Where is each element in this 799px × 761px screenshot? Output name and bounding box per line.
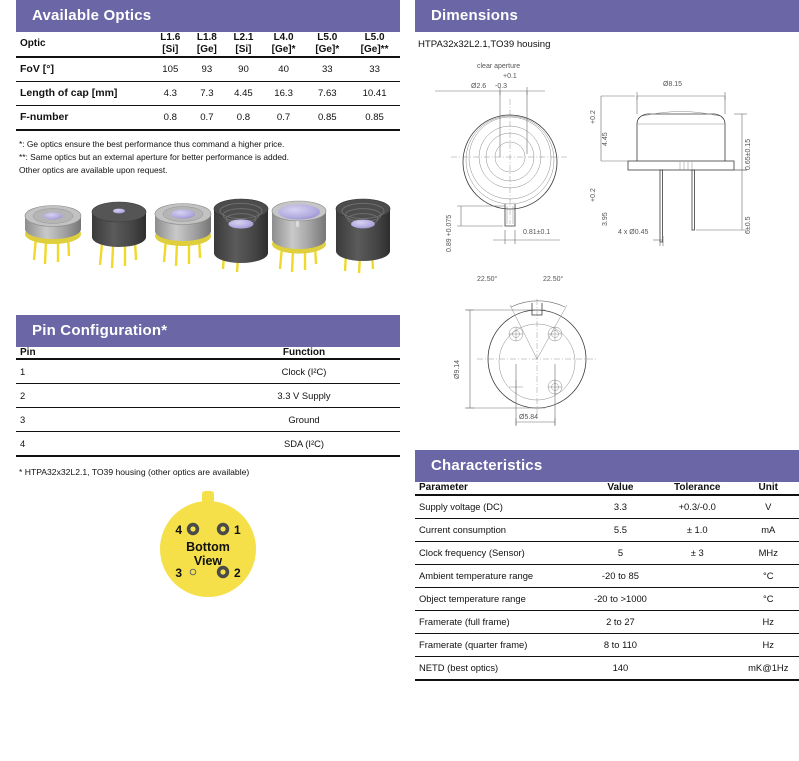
characteristics-table-bottom-rule xyxy=(415,680,799,681)
table-row xyxy=(16,384,400,408)
char-row-4-unit: °C xyxy=(763,593,774,605)
table-row xyxy=(16,432,400,457)
side-view-flange xyxy=(628,161,734,170)
table-row xyxy=(16,408,400,432)
optics-row-0-value-2: 90 xyxy=(238,63,249,75)
pin-configuration-header xyxy=(16,315,400,347)
char-header-value: Value xyxy=(607,482,634,493)
bottom-view-label-3: 3 xyxy=(175,566,182,581)
characteristics-table-head xyxy=(415,482,799,495)
char-row-6-parameter: Framerate (quarter frame) xyxy=(419,639,528,651)
table-row xyxy=(415,541,799,564)
optics-col-3-name: L4.0 xyxy=(273,32,294,43)
char-row-2-value: 5 xyxy=(617,547,624,559)
pin-configuration-note: * HTPA32x32L2.1, TO39 housing (other optics are available) xyxy=(19,467,250,478)
optics-row-2-value-5: 0.85 xyxy=(365,111,384,123)
tab-width-dim: 0.81±0.1 xyxy=(523,229,551,236)
char-header-parameter: Parameter xyxy=(419,482,468,493)
char-row-7-value: 140 xyxy=(612,662,629,674)
table-row xyxy=(415,518,799,541)
char-row-1-parameter: Current consumption xyxy=(419,524,507,536)
bottom-view-dim-group xyxy=(454,275,597,426)
clear-aperture-tol-lower: -0.3 xyxy=(495,83,508,90)
clear-aperture-label: clear aperture xyxy=(477,63,521,70)
optics-col-1-material: [Ge] xyxy=(196,43,217,55)
optic-1-lens xyxy=(44,212,63,219)
optics-header-col-4 xyxy=(305,32,349,57)
table-row xyxy=(16,105,400,130)
optics-header-col-5 xyxy=(349,32,400,57)
table-row xyxy=(415,610,799,633)
optic-3-lens xyxy=(171,209,195,218)
optic-image-1 xyxy=(25,205,81,264)
side-view-group xyxy=(590,81,752,246)
char-row-1-tolerance: ± 1.0 xyxy=(686,524,708,536)
char-row-3-value: -20 to 85 xyxy=(601,570,639,582)
flange-thickness-dim: 0.89 +0.075 xyxy=(446,214,453,252)
bottom-view-label-2: 2 xyxy=(234,566,241,581)
optics-col-3-material: [Ge]* xyxy=(271,43,296,55)
char-row-3-unit: °C xyxy=(763,570,774,582)
optics-col-0-material: [Si] xyxy=(162,43,179,55)
pin-header-row xyxy=(16,347,400,360)
optics-images-svg xyxy=(16,185,400,275)
table-row xyxy=(415,656,799,680)
pin-table-body xyxy=(16,359,400,457)
pin-row-3-function: SDA (I²C) xyxy=(283,438,325,450)
pin-row-3-pin: 4 xyxy=(20,438,26,450)
char-row-4-parameter: Object temperature range xyxy=(419,593,526,605)
optic-5-lens xyxy=(278,204,320,219)
dimensions-header xyxy=(415,0,799,32)
pin-configuration-title: Pin Configuration* xyxy=(32,321,168,339)
optics-col-4-material: [Ge]* xyxy=(315,43,340,55)
dimensions-title: Dimensions xyxy=(431,7,519,24)
optics-row-1-value-1: 7.3 xyxy=(200,87,214,99)
char-row-7-unit: mK@1Hz xyxy=(748,662,789,674)
optics-row-1-value-3: 16.3 xyxy=(274,87,293,99)
base-height-tol-dim: +0.2 xyxy=(590,188,597,202)
optics-footnote-1: **: Same optics but an external aperture for better performance is added. xyxy=(19,151,290,162)
optics-row-0-value-5: 33 xyxy=(369,63,380,75)
optics-row-0-value-3: 40 xyxy=(278,63,289,75)
optics-table-head xyxy=(16,32,400,57)
char-row-4-value: -20 to >1000 xyxy=(593,593,647,605)
table-row xyxy=(415,495,799,519)
pin-diameter-dim: 4 x Ø0.45 xyxy=(618,229,649,236)
cap-height-dim: 4.45 xyxy=(602,132,609,146)
pin-hole-2-inner xyxy=(220,570,225,575)
optics-col-1-name: L1.8 xyxy=(196,32,217,43)
char-row-6-value: 8 to 110 xyxy=(603,639,638,651)
char-row-6-unit: Hz xyxy=(762,639,774,651)
bv-pin-circle-dim: Ø5.84 xyxy=(519,414,539,421)
pin-row-2-pin: 3 xyxy=(20,414,26,426)
optics-col-2-name: L2.1 xyxy=(233,32,254,43)
optics-row-1-value-0: 4.3 xyxy=(163,87,177,99)
optics-header-col-0 xyxy=(152,32,189,57)
base-height-dim: 3.95 xyxy=(602,212,609,226)
pin-row-1-pin: 2 xyxy=(20,390,26,402)
bv-angle-arc xyxy=(511,301,565,307)
char-row-0-tolerance: +0.3/-0.0 xyxy=(678,501,716,513)
optics-product-images xyxy=(16,185,400,275)
char-row-2-unit: MHz xyxy=(758,547,778,559)
bv-angle-ray-right xyxy=(537,305,567,359)
optics-footnotes xyxy=(16,131,400,177)
optic-4-lens xyxy=(229,219,254,228)
pin-header-function: Function xyxy=(282,346,326,358)
side-view-pin-1 xyxy=(660,170,663,242)
optic-5-notch xyxy=(296,221,299,227)
pin-row-0-function: Clock (I²C) xyxy=(281,366,327,378)
char-row-7-tolerance xyxy=(657,656,738,680)
char-row-0-unit: V xyxy=(765,501,772,513)
optics-row-2-value-2: 0.8 xyxy=(236,111,251,123)
characteristics-header xyxy=(415,450,799,482)
char-row-7-parameter: NETD (best optics) xyxy=(419,662,499,674)
top-and-side-view-svg xyxy=(415,54,799,259)
optic-6-lens xyxy=(351,219,375,228)
cap-height-tol-dim: +0.2 xyxy=(590,110,597,124)
optics-header-row xyxy=(16,32,400,57)
char-row-5-parameter: Framerate (full frame) xyxy=(419,616,510,628)
char-row-5-value: 2 to 27 xyxy=(606,616,635,628)
pin-hole-4-inner xyxy=(190,527,195,532)
optics-row-2-value-4: 0.85 xyxy=(317,111,337,123)
optics-row-0-label: FoV [°] xyxy=(20,63,54,76)
char-row-4-tolerance xyxy=(657,587,738,610)
pin-row-1-function: 3.3 V Supply xyxy=(277,390,331,402)
optic-image-3 xyxy=(155,203,211,266)
characteristics-title: Characteristics xyxy=(431,457,543,474)
bottom-view-diagram xyxy=(16,487,400,607)
bottom-view-label-1: 1 xyxy=(234,523,241,538)
flange-height-dim: 0.65±0.15 xyxy=(745,138,752,170)
optics-header-optic: Optic xyxy=(20,37,46,49)
side-view-pin-2 xyxy=(692,170,695,230)
side-view-cap xyxy=(637,114,725,161)
char-header-unit: Unit xyxy=(758,482,778,493)
pin-table-head xyxy=(16,347,400,360)
table-row xyxy=(415,564,799,587)
char-row-6-tolerance xyxy=(657,633,738,656)
optic-image-5 xyxy=(272,201,326,272)
side-view-pin-cluster xyxy=(680,162,692,170)
optics-header-col-1 xyxy=(189,32,226,57)
optics-row-2-value-1: 0.7 xyxy=(200,111,214,123)
optics-row-2-value-3: 0.7 xyxy=(276,111,291,123)
char-row-1-unit: mA xyxy=(761,524,776,536)
available-optics-header xyxy=(16,0,400,32)
bottom-view-text-line1: Bottom xyxy=(186,540,230,555)
optics-row-0-value-0: 105 xyxy=(162,63,179,75)
optic-image-2 xyxy=(92,202,146,268)
optics-col-5-name: L5.0 xyxy=(364,32,385,43)
table-row xyxy=(16,81,400,105)
top-view-group xyxy=(435,63,569,252)
optics-col-0-name: L1.6 xyxy=(160,32,181,43)
characteristics-table-body xyxy=(415,495,799,681)
char-row-1-value: 5.5 xyxy=(613,524,627,536)
right-column xyxy=(415,0,799,681)
char-row-0-parameter: Supply voltage (DC) xyxy=(419,501,503,513)
char-row-5-tolerance xyxy=(657,610,738,633)
char-row-2-parameter: Clock frequency (Sensor) xyxy=(419,547,525,559)
char-row-3-parameter: Ambient temperature range xyxy=(419,570,534,582)
optics-header-col-3 xyxy=(262,32,306,57)
dimension-drawing-upper xyxy=(415,54,799,259)
optic-image-6 xyxy=(336,199,390,273)
table-row xyxy=(415,633,799,656)
optics-row-0-value-4: 33 xyxy=(321,63,333,75)
optics-row-1-value-5: 10.41 xyxy=(362,87,387,99)
bottom-view-svg xyxy=(16,487,400,607)
char-header-tolerance: Tolerance xyxy=(673,482,721,493)
optics-header-col-2 xyxy=(225,32,262,57)
optics-footnote-2: Other optics are available upon request. xyxy=(19,164,168,175)
characteristics-header-row xyxy=(415,482,799,495)
bottom-view-label-4: 4 xyxy=(175,523,182,538)
pin-length-dim: 6±0.5 xyxy=(745,216,752,234)
pin-row-2-function: Ground xyxy=(288,414,320,426)
pin-row-0-pin: 1 xyxy=(20,366,26,378)
char-row-3-tolerance xyxy=(657,564,738,587)
dimensions-caption: HTPA32x32L2.1,TO39 housing xyxy=(418,39,551,50)
table-row xyxy=(16,359,400,384)
optics-col-2-material: [Si] xyxy=(235,43,252,55)
char-row-2-tolerance: ± 3 xyxy=(690,547,704,559)
char-row-0-value: 3.3 xyxy=(613,501,627,513)
table-row xyxy=(16,57,400,82)
outer-diameter-dim: Ø8.15 xyxy=(663,81,683,88)
pin-hole-1-inner xyxy=(220,527,225,532)
optics-row-1-value-2: 4.45 xyxy=(234,87,253,99)
available-optics-table xyxy=(16,32,400,131)
bv-angle-left-label: 22.50° xyxy=(477,276,498,283)
char-row-5-unit: Hz xyxy=(762,616,774,628)
pin-header-pin: Pin xyxy=(20,346,36,358)
clear-aperture-dia: Ø2.6 xyxy=(471,83,487,90)
optics-footnote-0: *: Ge optics ensure the best performance thus command a higher price. xyxy=(19,138,285,149)
clear-aperture-tol-upper: +0.1 xyxy=(503,73,517,80)
optics-col-5-material: [Ge]** xyxy=(360,43,389,55)
available-optics-title: Available Optics xyxy=(32,7,152,24)
bv-angle-right-label: 22.50° xyxy=(543,276,564,283)
bottom-view-text-line2: View xyxy=(193,554,223,569)
optics-row-2-value-0: 0.8 xyxy=(163,111,177,123)
bv-body-diameter-dim: Ø9.14 xyxy=(454,359,461,379)
left-column xyxy=(16,0,400,607)
optic-2-lens xyxy=(113,208,125,213)
bottom-view-dim-svg xyxy=(415,259,799,444)
optic-image-4 xyxy=(214,199,268,272)
optics-row-2-label: F-number xyxy=(20,111,69,124)
pin-configuration-table xyxy=(16,347,400,458)
optics-row-1-value-4: 7.63 xyxy=(317,87,337,99)
optics-col-4-name: L5.0 xyxy=(317,32,338,43)
optics-row-1-label: Length of cap [mm] xyxy=(20,87,118,100)
optics-table-body xyxy=(16,57,400,131)
dimension-drawing-lower xyxy=(415,259,799,444)
table-row xyxy=(415,587,799,610)
bv-pins xyxy=(509,327,562,394)
characteristics-table xyxy=(415,482,799,681)
optics-row-0-value-1: 93 xyxy=(201,63,213,75)
